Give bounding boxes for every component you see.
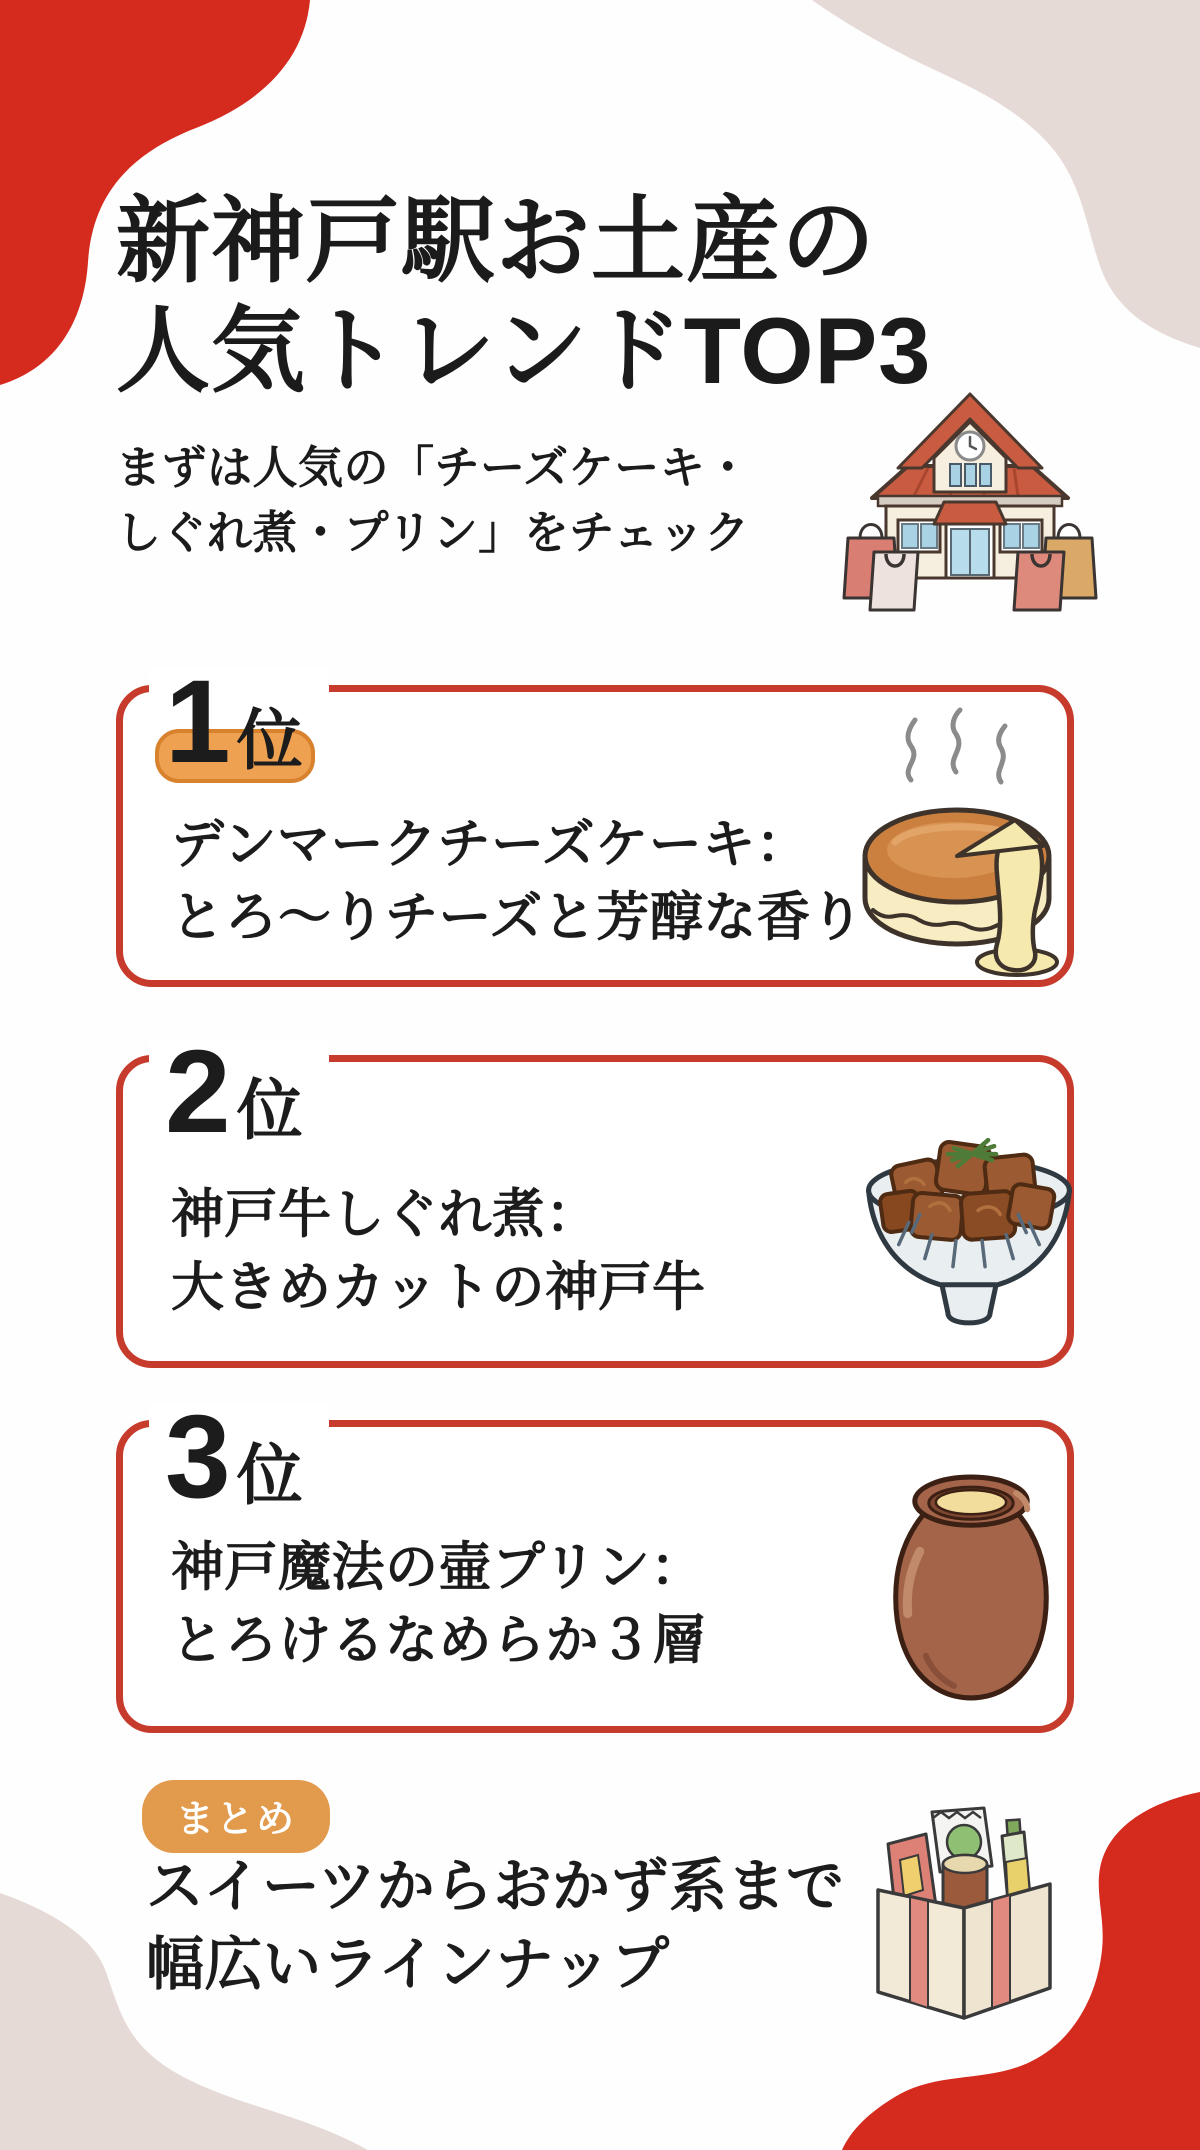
summary-text bbox=[146, 1848, 845, 2003]
ranking-2-line1: 神戸牛しぐれ煮： bbox=[171, 1185, 599, 1244]
gift-box-icon bbox=[872, 1806, 1057, 2026]
ranking-1-description bbox=[171, 808, 864, 954]
page-subtitle-line1: まずは人気の「チーズケーキ・ bbox=[116, 441, 751, 493]
steaming-cheesecake-icon bbox=[849, 706, 1081, 982]
ranking-3-line2: とろけるなめらか３層 bbox=[171, 1611, 706, 1671]
ranking-3-description bbox=[171, 1531, 706, 1677]
ranking-card-1 bbox=[116, 656, 1074, 987]
rank-unit: 位 bbox=[236, 1437, 303, 1512]
ranking-1-line1: デンマークチーズケーキ： bbox=[171, 815, 810, 874]
ranking-3-line1: 神戸魔法の壷プリン： bbox=[171, 1538, 704, 1597]
rank-number: 3 bbox=[165, 1391, 231, 1523]
rank-unit: 位 bbox=[236, 1072, 303, 1147]
rank-label-2 bbox=[149, 1026, 329, 1158]
rank-label-1 bbox=[149, 656, 329, 788]
summary-line1: スイーツからおかず系まで bbox=[146, 1854, 845, 1919]
ranking-card-3 bbox=[116, 1391, 1074, 1733]
summary-line2: 幅広いラインナップ bbox=[146, 1931, 670, 1997]
station-shop-icon bbox=[820, 390, 1120, 615]
page-title bbox=[116, 186, 1096, 406]
summary-badge: まとめ bbox=[142, 1780, 330, 1853]
rank-label-3 bbox=[149, 1391, 329, 1523]
ranking-1-line2: とろ〜りチーズと芳醇な香り bbox=[171, 888, 864, 948]
rank-number: 1 bbox=[165, 656, 231, 788]
ranking-2-line2: 大きめカットの神戸牛 bbox=[171, 1258, 706, 1318]
page-title-line1: 新神戸駅お土産の bbox=[116, 188, 877, 293]
beef-bowl-icon bbox=[853, 1110, 1085, 1356]
rank-number: 2 bbox=[165, 1026, 231, 1158]
ranking-card-2 bbox=[116, 1026, 1074, 1368]
rank-unit: 位 bbox=[236, 702, 303, 777]
ranking-2-description bbox=[171, 1178, 705, 1324]
page-title-line2: 人気トレンドTOP3 bbox=[116, 297, 932, 403]
pudding-pot-icon bbox=[865, 1459, 1077, 1715]
page-subtitle-line2: しぐれ煮・プリン」をチェック bbox=[116, 506, 750, 558]
